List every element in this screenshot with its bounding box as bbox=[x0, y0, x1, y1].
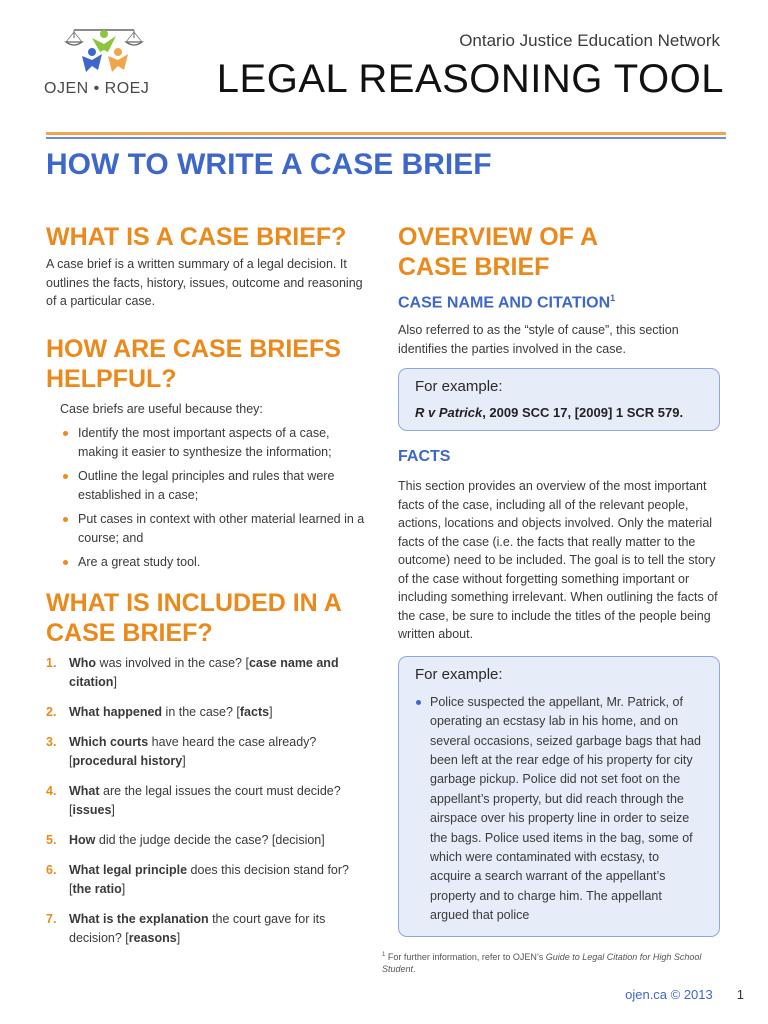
section-facts bbox=[398, 447, 720, 936]
overview-heading-line-1: OVERVIEW OF A bbox=[398, 223, 599, 251]
section-what-is bbox=[46, 222, 366, 311]
helpful-heading bbox=[46, 334, 366, 394]
facts-heading: FACTS bbox=[398, 448, 451, 466]
footnote-marker: 1 bbox=[610, 293, 616, 303]
facts-example-list bbox=[415, 693, 703, 926]
right-column bbox=[398, 222, 720, 937]
included-heading-line-1: WHAT IS INCLUDED IN A bbox=[46, 588, 342, 617]
helpful-intro: Case briefs are useful because they: bbox=[60, 401, 263, 416]
list-item: 6. What legal principle does this decision stand for? [the ratio] bbox=[46, 862, 349, 896]
what-is-heading: WHAT IS A CASE BRIEF? bbox=[46, 223, 347, 251]
list-item: Identify the most important aspects of a case, making it easier to synthesize the information; bbox=[60, 424, 366, 461]
header-divider-blue bbox=[46, 137, 726, 139]
overview-heading-line-2: CASE BRIEF bbox=[398, 253, 550, 281]
ojen-logo bbox=[44, 26, 162, 108]
list-item: Police suspected the appellant, Mr. Patrick, of operating an ecstasy lab in his home, and on several occasions, seized garbage bags that had been left at the rear edge of his property for city garbage pickup. Police did not set foot on the appellant’s property, but did reach through the airspace over his property line in order to seize the bags. Police used items in the bag, some of which were contaminated with ecstasy, to acquire a search warrant of the appellant’s property and to charge him. The appellant argued that police bbox=[415, 693, 703, 926]
header-divider-orange bbox=[46, 132, 726, 135]
section-helpful bbox=[46, 334, 366, 572]
list-item: 5. How did the judge decide the case? [decision] bbox=[46, 832, 325, 847]
helpful-heading-line-1: HOW ARE CASE BRIEFS bbox=[46, 334, 341, 363]
organization-name: Ontario Justice Education Network bbox=[459, 31, 720, 50]
page-number: 1 bbox=[736, 987, 744, 1002]
footer-site[interactable]: ojen.ca © 2013 bbox=[625, 987, 713, 1002]
bullet-icon bbox=[63, 474, 68, 479]
bullet-icon bbox=[63, 517, 68, 522]
list-item: 3. Which courts have heard the case already? [procedural history] bbox=[46, 734, 317, 768]
case-name-heading: CASE NAME AND CITATION$^1$ bbox=[398, 293, 616, 312]
document-title: LEGAL REASONING TOOL bbox=[216, 57, 724, 101]
example-label: For example: bbox=[415, 378, 503, 396]
included-heading-line-2: CASE BRIEF? bbox=[46, 618, 213, 647]
included-list bbox=[46, 654, 366, 948]
page-footer bbox=[625, 987, 744, 1002]
list-item: 4. What are the legal issues the court must decide? [issues] bbox=[46, 783, 341, 817]
list-item: Put cases in context with other material learned in a course; and bbox=[60, 510, 366, 547]
left-column bbox=[46, 222, 366, 959]
facts-text: This section provides an overview of the most important facts of the case, including all of the relevant people, actions, locations and objects involved. Only the material facts of the case (i.e. the facts that really matter to the outcome) need to be included. The goal is to tell the story of the case without forgetting something important or including something irrelevant. When outlining the facts of the case, be sure to include the titles of the people being written about. bbox=[398, 479, 718, 642]
list-item: Outline the legal principles and rules that were established in a case; bbox=[60, 467, 366, 504]
included-heading bbox=[46, 588, 366, 648]
what-is-text: A case brief is a written summary of a legal decision. It outlines the facts, history, issues, outcome and reasoning of a particular case. bbox=[46, 257, 363, 308]
example-label: For example: bbox=[415, 665, 503, 683]
case-name-text: Also referred to as the “style of cause”, this section identifies the parties involved in the case. bbox=[398, 323, 679, 356]
list-item: 7. What is the explanation the court gave for its decision? [reasons] bbox=[46, 911, 326, 945]
example-citation: R v Patrick, 2009 SCC 17, [2009] 1 SCR 579. bbox=[415, 405, 684, 421]
list-item: Are a great study tool. bbox=[60, 553, 366, 572]
scales-of-justice-people-icon bbox=[62, 26, 146, 82]
helpful-heading-line-2: HELPFUL? bbox=[46, 364, 177, 393]
helpful-list bbox=[46, 424, 366, 572]
list-item: 1. Who was involved in the case? [case name and citation] bbox=[46, 655, 339, 689]
bullet-icon bbox=[63, 560, 68, 565]
section-included bbox=[46, 588, 366, 948]
page-heading: HOW TO WRITE A CASE BRIEF bbox=[46, 148, 492, 181]
section-case-name bbox=[398, 288, 720, 431]
overview-heading bbox=[398, 222, 720, 282]
case-name-example-box bbox=[398, 368, 720, 431]
logo-text: OJEN • ROEJ bbox=[44, 80, 150, 97]
facts-example-box bbox=[398, 656, 720, 937]
footnote: $^1$ For further information, refer to OJEN’s Guide to Legal Citation for High School Student. bbox=[382, 952, 702, 974]
bullet-icon bbox=[63, 431, 68, 436]
list-item: 2. What happened in the case? [facts] bbox=[46, 704, 273, 719]
bullet-icon bbox=[416, 700, 421, 705]
